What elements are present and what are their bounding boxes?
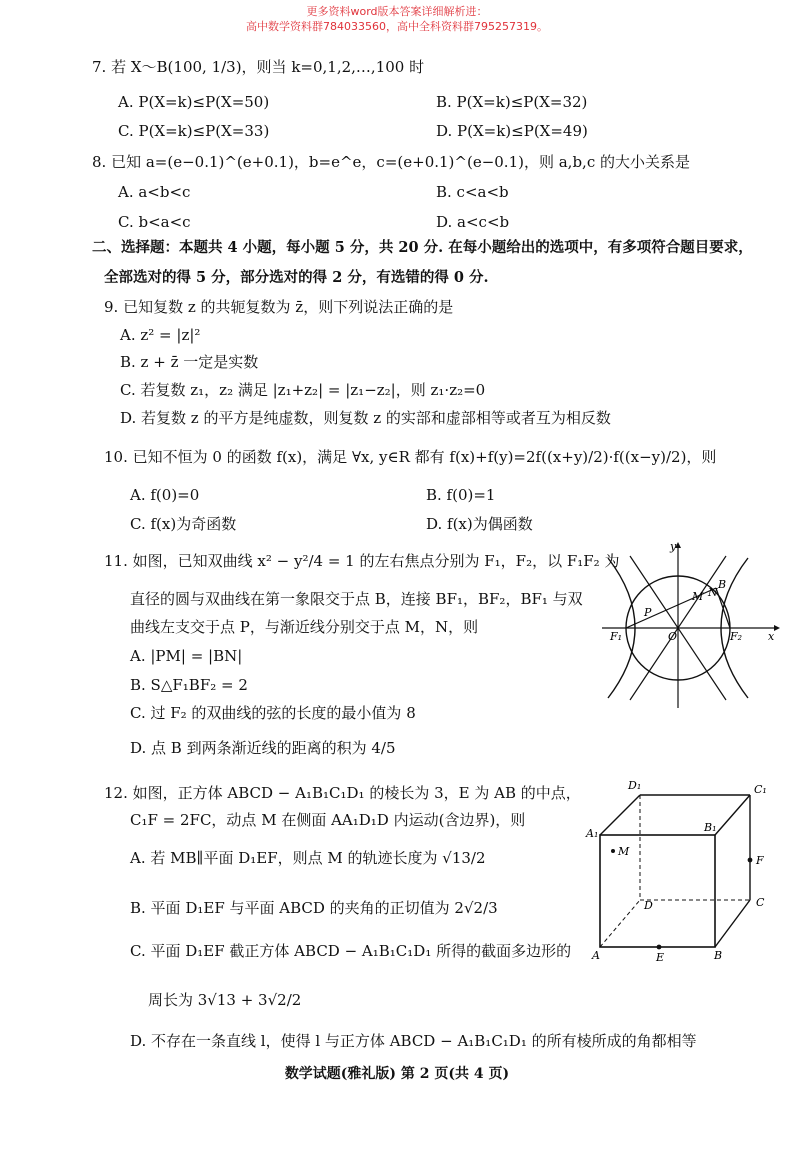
- q12-label-b: B: [714, 949, 723, 962]
- q10-option-c: C. f(x)为奇函数: [130, 515, 237, 533]
- q11-label-y: y: [670, 540, 677, 553]
- q9-option-d: D. 若复数 z 的平方是纯虚数，则复数 z 的实部和虚部相等或者互为相反数: [120, 409, 611, 427]
- q8-option-b: B. c<a<b: [436, 183, 509, 201]
- q8-option-c: C. b<a<c: [118, 213, 191, 231]
- q11-label-b: B: [718, 578, 727, 591]
- q12-label-a1: A₁: [586, 827, 599, 840]
- section2-line-2: 全部选对的得 5 分，部分选对的得 2 分，有选错的得 0 分.: [104, 269, 489, 286]
- q9-option-c: C. 若复数 z₁，z₂ 满足 |z₁+z₂| = |z₁−z₂|，则 z₁·z₂=0: [120, 381, 486, 399]
- q9-option-b: B. z + z̄ 一定是实数: [120, 353, 259, 371]
- q10-stem: 10. 已知不恒为 0 的函数 f(x)，满足 ∀x, y∈R 都有 f(x)+f(y)=2f((x+y)/2)·f((x−y)/2)，则: [104, 448, 717, 466]
- q11-label-p: P: [644, 606, 652, 619]
- q11-label-n: N: [708, 586, 718, 599]
- q12-option-d: D. 不存在一条直线 l，使得 l 与正方体 ABCD − A₁B₁C₁D₁ 的所有棱所成的角都相等: [130, 1032, 697, 1050]
- q12-label-c1: C₁: [754, 783, 767, 796]
- q10-option-d: D. f(x)为偶函数: [426, 515, 533, 533]
- q7-stem: 7. 若 X～B(100, 1/3)，则当 k=0,1,2,…,100 时: [92, 58, 425, 76]
- q12-option-c-line-2: 周长为 3√13 + 3√2/2: [148, 991, 302, 1009]
- q12-stem-1: 12. 如图，正方体 ABCD − A₁B₁C₁D₁ 的棱长为 3，E 为 AB 的中点，: [104, 784, 581, 802]
- q11-label-o: O: [668, 630, 678, 643]
- q12-label-d: D: [644, 899, 653, 912]
- q12-label-f: F: [756, 854, 764, 867]
- q7-option-b: B. P(X=k)≤P(X=32): [436, 93, 588, 111]
- q12-option-a: A. 若 MB∥平面 D₁EF，则点 M 的轨迹长度为 √13/2: [130, 849, 486, 867]
- q12-label-d1: D₁: [628, 779, 642, 792]
- q10-option-b: B. f(0)=1: [426, 486, 496, 504]
- q12-label-b1: B₁: [704, 821, 717, 834]
- q9-option-a: A. z² = |z|²: [120, 326, 201, 344]
- q11-option-d: D. 点 B 到两条渐近线的距离的积为 4/5: [130, 739, 396, 757]
- q12-option-c-line-1: C. 平面 D₁EF 截正方体 ABCD − A₁B₁C₁D₁ 所得的截面多边形的: [130, 942, 572, 960]
- q12-label-e: E: [656, 951, 665, 964]
- q7-option-a: A. P(X=k)≤P(X=50): [118, 93, 270, 111]
- q11-label-f2: F₂: [730, 630, 743, 643]
- q10-option-a: A. f(0)=0: [130, 486, 200, 504]
- q11-stem-2: 直径的圆与双曲线在第一象限交于点 B，连接 BF₁，BF₂，BF₁ 与双: [130, 590, 583, 608]
- section2-line-1: 二、选择题：本题共 4 小题，每小题 5 分，共 20 分. 在每小题给出的选项中，有多项符合题目要求，: [92, 239, 753, 256]
- q11-option-a: A. |PM| = |BN|: [130, 647, 243, 665]
- q9-stem: 9. 已知复数 z 的共轭复数为 z̄，则下列说法正确的是: [104, 298, 454, 316]
- q12-label-a: A: [592, 949, 600, 962]
- q7-option-d: D. P(X=k)≤P(X=49): [436, 122, 588, 140]
- q12-label-c: C: [756, 896, 765, 909]
- q11-label-f1: F₁: [610, 630, 623, 643]
- page-footer: 数学试题(雅礼版) 第 2 页(共 4 页): [284, 1066, 510, 1082]
- q11-label-m: M: [692, 590, 704, 603]
- q11-stem-1: 11. 如图，已知双曲线 x² − y²/4 = 1 的左右焦点分别为 F₁，F₂，以 F₁F₂ 为: [104, 552, 620, 570]
- q12-option-b: B. 平面 D₁EF 与平面 ABCD 的夹角的正切值为 2√2/3: [130, 899, 498, 917]
- q12-label-m: M: [618, 845, 630, 858]
- q8-option-d: D. a<c<b: [436, 213, 510, 231]
- q11-option-b: B. S△F₁BF₂ = 2: [130, 676, 248, 694]
- watermark-line-2: 高中数学资料群784033560，高中全科资料群795257319。: [246, 20, 548, 33]
- q12-cube-figure: [580, 775, 780, 965]
- q7-option-c: C. P(X=k)≤P(X=33): [118, 122, 270, 140]
- q11-label-x: x: [768, 630, 775, 643]
- watermark-line-1: 更多资料word版本答案详细解析进：: [306, 5, 488, 18]
- q8-option-a: A. a<b<c: [118, 183, 191, 201]
- q11-stem-3: 曲线左支交于点 P，与渐近线分别交于点 M，N，则: [130, 618, 479, 636]
- q8-stem: 8. 已知 a=(e−0.1)^(e+0.1)，b=e^e，c=(e+0.1)^(e−0.1)，则 a,b,c 的大小关系是: [92, 153, 690, 171]
- q11-hyperbola-figure: [600, 540, 780, 710]
- q11-option-c: C. 过 F₂ 的双曲线的弦的长度的最小值为 8: [130, 704, 416, 722]
- q12-stem-2: C₁F = 2FC，动点 M 在侧面 AA₁D₁D 内运动(含边界)，则: [130, 811, 526, 829]
